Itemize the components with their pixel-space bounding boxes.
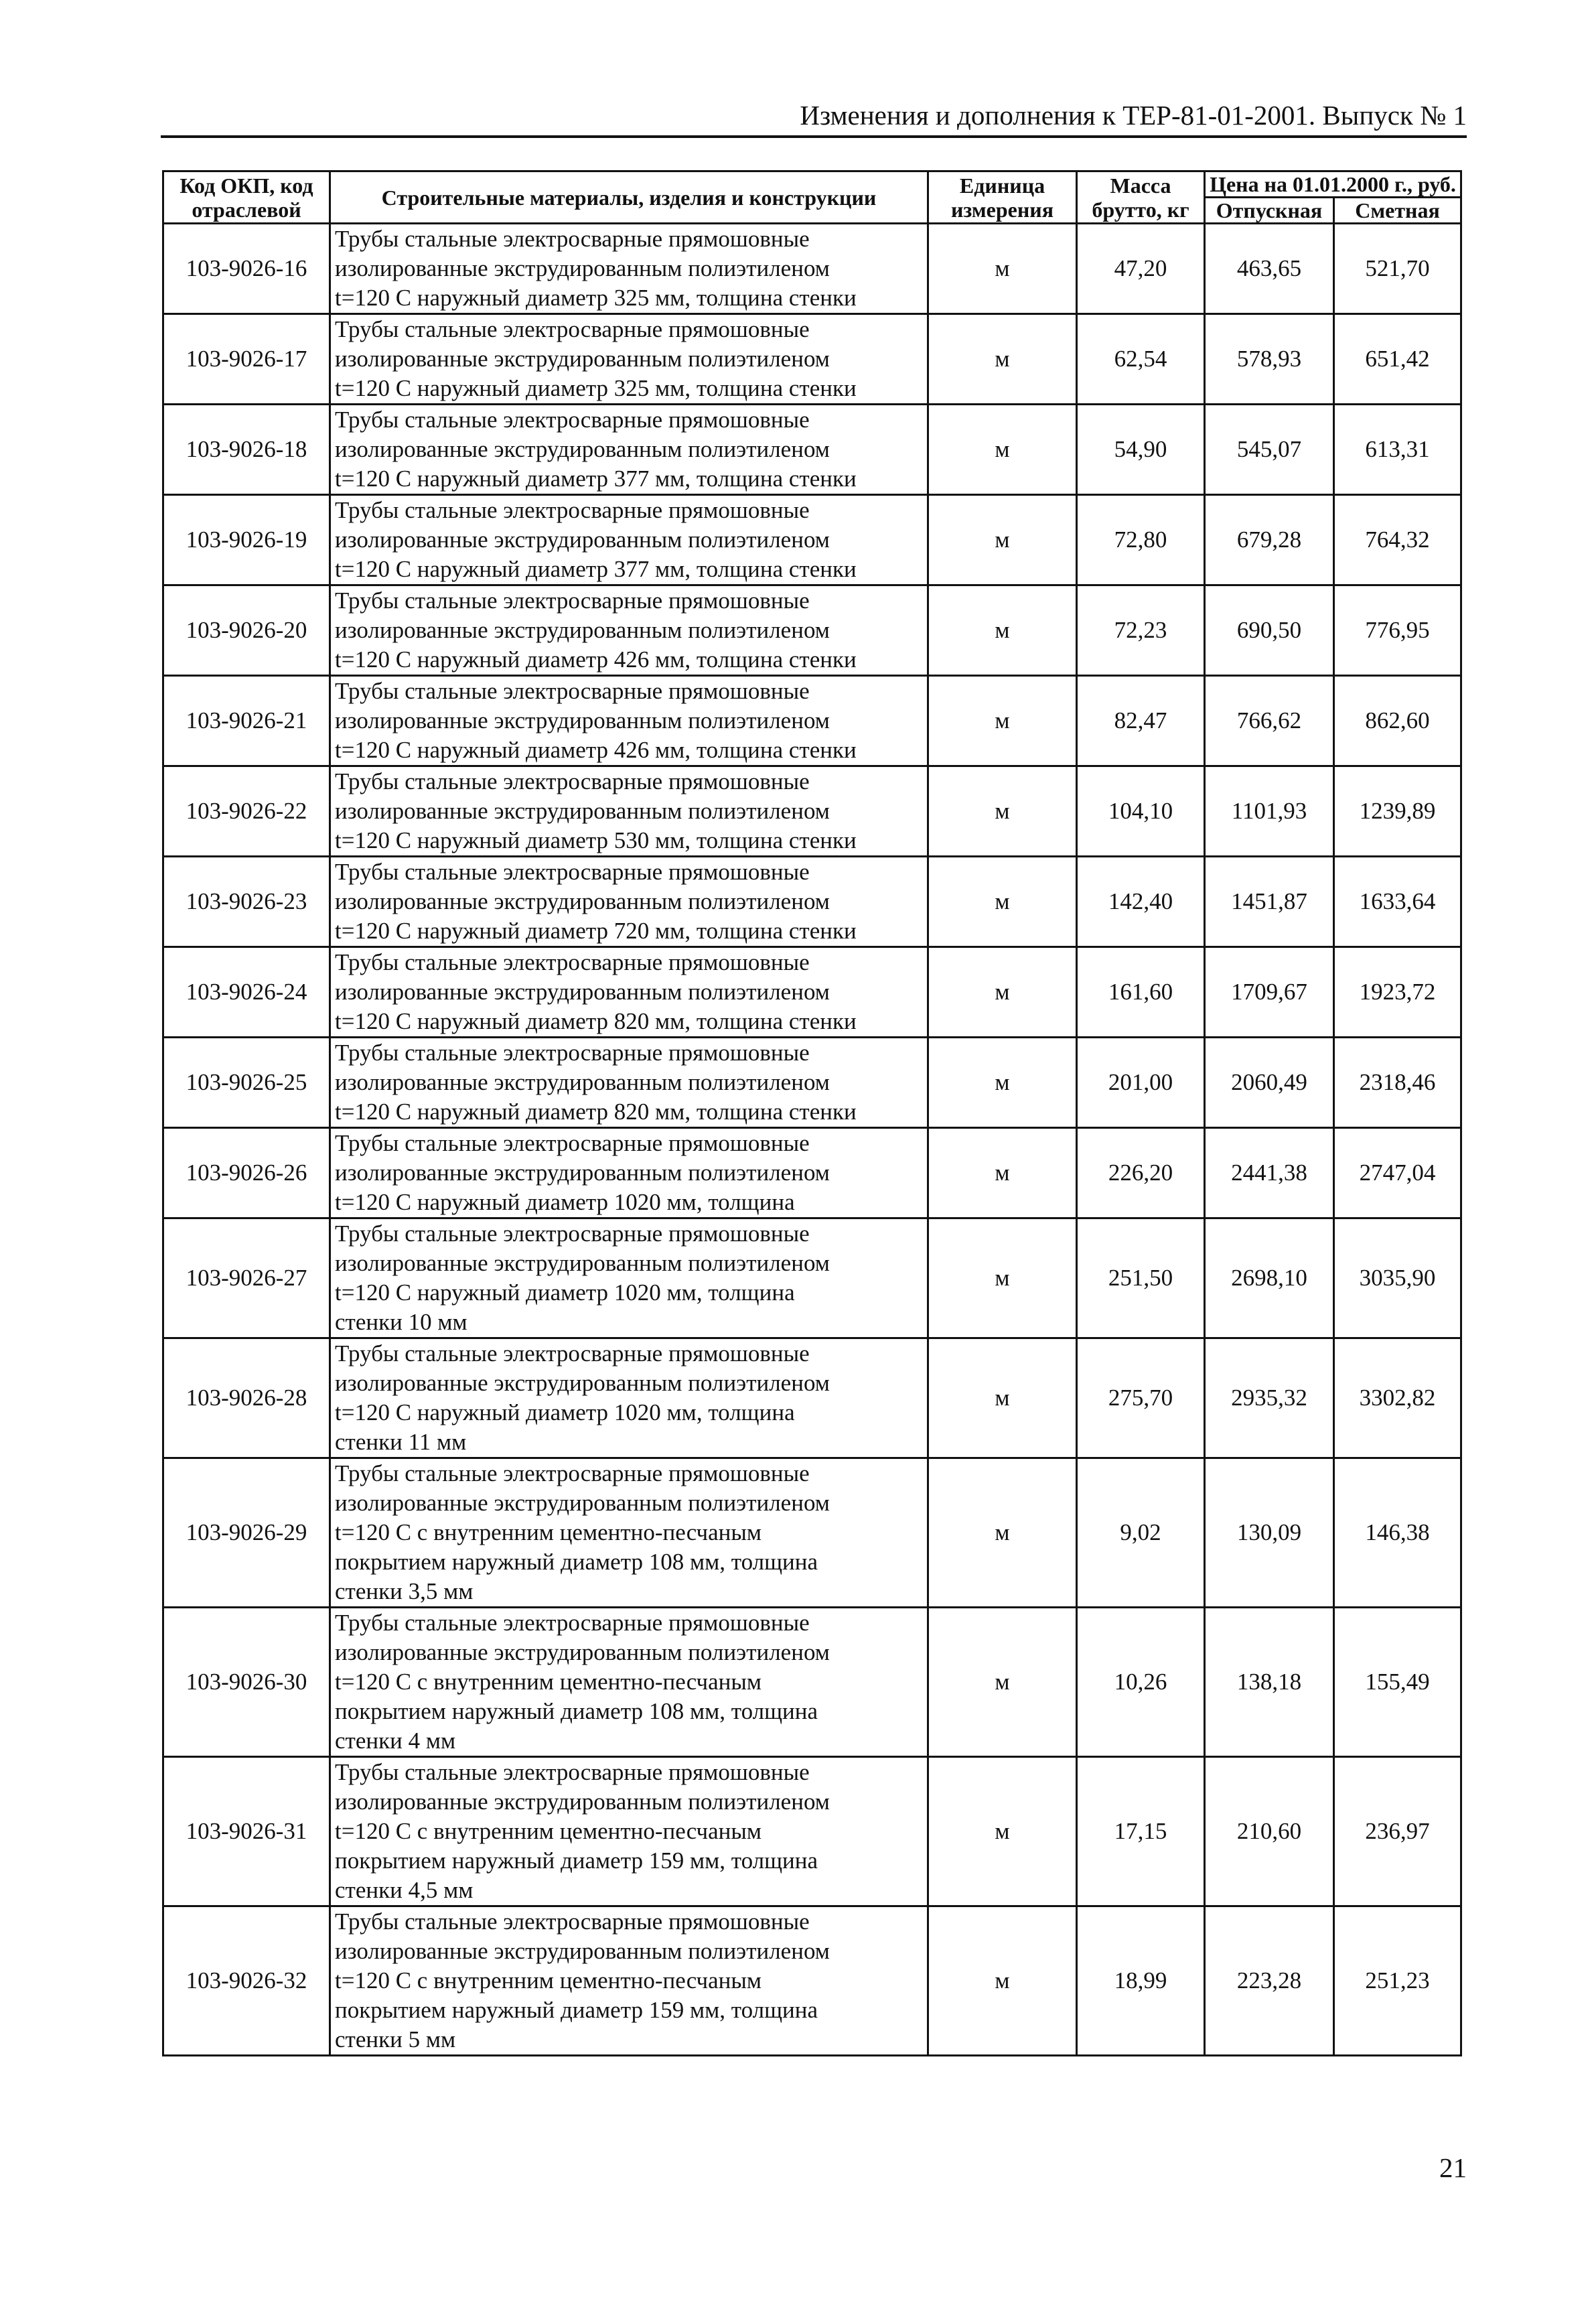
description-line: t=120 С наружный диаметр 377 мм, толщина стенки xyxy=(335,466,857,492)
table-row xyxy=(163,314,1461,405)
row-code: 103-9026-18 xyxy=(163,405,330,495)
description-line: изолированные экструдированным полиэтиленом xyxy=(335,707,830,733)
page-number: 21 xyxy=(1439,2152,1467,2183)
description-line: t=120 С наружный диаметр 1020 мм, толщина xyxy=(335,1279,795,1306)
header-code: Код ОКП, код отраслевой xyxy=(163,171,330,224)
description-line: t=120 С с внутренним цементно-песчаным xyxy=(335,1967,762,1994)
description-line: стенки 10 мм xyxy=(335,1309,467,1335)
description-line: изолированные экструдированным полиэтиленом xyxy=(335,1639,830,1665)
table-row xyxy=(163,857,1461,947)
description-line: стенки 4 мм xyxy=(335,1728,456,1754)
description-line: t=120 С наружный диаметр 530 мм, толщина стенки xyxy=(335,827,857,853)
running-header: Изменения и дополнения к ТЕР-81-01-2001. Выпуск № 1 xyxy=(800,100,1467,131)
row-description xyxy=(330,585,928,676)
row-price-release: 223,28 xyxy=(1205,1906,1334,2056)
row-code: 103-9026-17 xyxy=(163,314,330,405)
table-row xyxy=(163,1906,1461,2056)
row-unit: м xyxy=(928,405,1077,495)
description-line: Трубы стальные электросварные прямошовные xyxy=(335,226,810,252)
row-mass: 104,10 xyxy=(1077,766,1205,857)
description-line: t=120 С наружный диаметр 720 мм, толщина стенки xyxy=(335,918,857,944)
row-code: 103-9026-31 xyxy=(163,1757,330,1906)
description-line: t=120 С наружный диаметр 820 мм, толщина стенки xyxy=(335,1008,857,1034)
table-row xyxy=(163,1218,1461,1338)
row-price-estimate: 146,38 xyxy=(1334,1458,1461,1608)
row-price-estimate: 1239,89 xyxy=(1334,766,1461,857)
description-line: t=120 С наружный диаметр 426 мм, толщина стенки xyxy=(335,646,857,673)
row-unit: м xyxy=(928,1458,1077,1608)
table-row xyxy=(163,585,1461,676)
row-mass: 142,40 xyxy=(1077,857,1205,947)
description-line: Трубы стальные электросварные прямошовные xyxy=(335,1908,810,1935)
row-code: 103-9026-20 xyxy=(163,585,330,676)
row-unit: м xyxy=(928,1906,1077,2056)
description-line: t=120 С с внутренним цементно-песчаным xyxy=(335,1669,762,1695)
row-price-estimate: 2747,04 xyxy=(1334,1128,1461,1218)
description-line: изолированные экструдированным полиэтиленом xyxy=(335,1490,830,1516)
row-price-estimate: 155,49 xyxy=(1334,1608,1461,1757)
description-line: Трубы стальные электросварные прямошовные xyxy=(335,678,810,704)
row-code: 103-9026-22 xyxy=(163,766,330,857)
header-material: Строительные материалы, изделия и конструкции xyxy=(330,171,928,224)
row-mass: 62,54 xyxy=(1077,314,1205,405)
row-unit: м xyxy=(928,857,1077,947)
row-price-estimate: 862,60 xyxy=(1334,676,1461,766)
description-line: изолированные экструдированным полиэтиленом xyxy=(335,1069,830,1095)
table-row xyxy=(163,1338,1461,1458)
description-line: t=120 С наружный диаметр 426 мм, толщина стенки xyxy=(335,737,857,763)
row-description xyxy=(330,495,928,585)
row-price-release: 545,07 xyxy=(1205,405,1334,495)
row-price-release: 2441,38 xyxy=(1205,1128,1334,1218)
table-body xyxy=(163,224,1461,2056)
row-unit: м xyxy=(928,1338,1077,1458)
row-mass: 275,70 xyxy=(1077,1338,1205,1458)
row-price-release: 2698,10 xyxy=(1205,1218,1334,1338)
row-description xyxy=(330,405,928,495)
description-line: изолированные экструдированным полиэтиленом xyxy=(335,346,830,372)
description-line: Трубы стальные электросварные прямошовные xyxy=(335,949,810,975)
description-line: изолированные экструдированным полиэтиленом xyxy=(335,1250,830,1276)
row-unit: м xyxy=(928,585,1077,676)
row-unit: м xyxy=(928,1128,1077,1218)
row-description xyxy=(330,1906,928,2056)
description-line: Трубы стальные электросварные прямошовные xyxy=(335,316,810,342)
row-description xyxy=(330,1608,928,1757)
row-mass: 17,15 xyxy=(1077,1757,1205,1906)
description-line: t=120 С с внутренним цементно-песчаным xyxy=(335,1519,762,1545)
row-price-release: 210,60 xyxy=(1205,1757,1334,1906)
row-mass: 9,02 xyxy=(1077,1458,1205,1608)
description-line: изолированные экструдированным полиэтиленом xyxy=(335,527,830,553)
row-price-estimate: 651,42 xyxy=(1334,314,1461,405)
row-mass: 72,80 xyxy=(1077,495,1205,585)
row-mass: 82,47 xyxy=(1077,676,1205,766)
description-line: стенки 11 мм xyxy=(335,1429,467,1455)
row-unit: м xyxy=(928,1218,1077,1338)
header-unit: Единица измерения xyxy=(928,171,1077,224)
row-price-release: 1709,67 xyxy=(1205,947,1334,1038)
row-price-release: 130,09 xyxy=(1205,1458,1334,1608)
description-line: t=120 С наружный диаметр 820 мм, толщина стенки xyxy=(335,1099,857,1125)
table-row xyxy=(163,1458,1461,1608)
row-code: 103-9026-25 xyxy=(163,1038,330,1128)
table-row xyxy=(163,405,1461,495)
description-line: Трубы стальные электросварные прямошовные xyxy=(335,1220,810,1247)
header-rule xyxy=(161,135,1467,138)
description-line: изолированные экструдированным полиэтиленом xyxy=(335,1370,830,1396)
row-code: 103-9026-27 xyxy=(163,1218,330,1338)
row-unit: м xyxy=(928,947,1077,1038)
row-unit: м xyxy=(928,1038,1077,1128)
table-row xyxy=(163,224,1461,314)
row-price-release: 138,18 xyxy=(1205,1608,1334,1757)
row-mass: 161,60 xyxy=(1077,947,1205,1038)
table-row xyxy=(163,1128,1461,1218)
row-price-release: 1451,87 xyxy=(1205,857,1334,947)
description-line: покрытием наружный диаметр 108 мм, толщина xyxy=(335,1549,818,1575)
row-price-release: 1101,93 xyxy=(1205,766,1334,857)
header-price-release: Отпускная xyxy=(1205,198,1334,224)
row-unit: м xyxy=(928,676,1077,766)
row-price-estimate: 3035,90 xyxy=(1334,1218,1461,1338)
row-description xyxy=(330,1757,928,1906)
description-line: стенки 5 мм xyxy=(335,2026,456,2052)
description-line: стенки 4,5 мм xyxy=(335,1877,474,1903)
description-line: изолированные экструдированным полиэтиленом xyxy=(335,436,830,462)
description-line: изолированные экструдированным полиэтиленом xyxy=(335,979,830,1005)
description-line: t=120 С наружный диаметр 1020 мм, толщина xyxy=(335,1399,795,1425)
description-line: покрытием наружный диаметр 159 мм, толщина xyxy=(335,1847,818,1874)
row-mass: 251,50 xyxy=(1077,1218,1205,1338)
header-price-estimate: Сметная xyxy=(1334,198,1461,224)
row-price-release: 578,93 xyxy=(1205,314,1334,405)
row-code: 103-9026-23 xyxy=(163,857,330,947)
description-line: t=120 С наружный диаметр 1020 мм, толщина xyxy=(335,1189,795,1215)
row-code: 103-9026-32 xyxy=(163,1906,330,2056)
row-unit: м xyxy=(928,1757,1077,1906)
materials-price-table xyxy=(162,170,1462,2056)
row-code: 103-9026-21 xyxy=(163,676,330,766)
row-price-estimate: 2318,46 xyxy=(1334,1038,1461,1128)
description-line: изолированные экструдированным полиэтиленом xyxy=(335,1938,830,1964)
row-mass: 10,26 xyxy=(1077,1608,1205,1757)
row-price-estimate: 251,23 xyxy=(1334,1906,1461,2056)
description-line: изолированные экструдированным полиэтиленом xyxy=(335,1160,830,1186)
row-description xyxy=(330,766,928,857)
description-line: изолированные экструдированным полиэтиленом xyxy=(335,255,830,281)
row-mass: 54,90 xyxy=(1077,405,1205,495)
table-row xyxy=(163,947,1461,1038)
row-description xyxy=(330,676,928,766)
row-description xyxy=(330,1128,928,1218)
row-code: 103-9026-19 xyxy=(163,495,330,585)
description-line: Трубы стальные электросварные прямошовные xyxy=(335,407,810,433)
row-unit: м xyxy=(928,1608,1077,1757)
row-code: 103-9026-28 xyxy=(163,1338,330,1458)
table-row xyxy=(163,676,1461,766)
row-price-release: 463,65 xyxy=(1205,224,1334,314)
description-line: стенки 3,5 мм xyxy=(335,1578,474,1604)
row-price-release: 2060,49 xyxy=(1205,1038,1334,1128)
description-line: изолированные экструдированным полиэтиленом xyxy=(335,888,830,914)
description-line: t=120 С с внутренним цементно-песчаным xyxy=(335,1818,762,1844)
description-line: Трубы стальные электросварные прямошовные xyxy=(335,859,810,885)
row-code: 103-9026-30 xyxy=(163,1608,330,1757)
row-price-release: 679,28 xyxy=(1205,495,1334,585)
row-unit: м xyxy=(928,766,1077,857)
row-mass: 72,23 xyxy=(1077,585,1205,676)
description-line: t=120 С наружный диаметр 377 мм, толщина стенки xyxy=(335,556,857,582)
table-row xyxy=(163,1038,1461,1128)
description-line: Трубы стальные электросварные прямошовные xyxy=(335,768,810,794)
description-line: изолированные экструдированным полиэтиленом xyxy=(335,798,830,824)
description-line: изолированные экструдированным полиэтиленом xyxy=(335,1789,830,1815)
row-code: 103-9026-16 xyxy=(163,224,330,314)
header-mass: Масса брутто, кг xyxy=(1077,171,1205,224)
row-code: 103-9026-29 xyxy=(163,1458,330,1608)
row-price-estimate: 613,31 xyxy=(1334,405,1461,495)
row-description xyxy=(330,314,928,405)
table-header-row xyxy=(163,171,1461,198)
row-price-estimate: 1633,64 xyxy=(1334,857,1461,947)
row-description xyxy=(330,1338,928,1458)
row-description xyxy=(330,1458,928,1608)
row-unit: м xyxy=(928,314,1077,405)
description-line: изолированные экструдированным полиэтиленом xyxy=(335,617,830,643)
table-row xyxy=(163,1608,1461,1757)
row-price-release: 690,50 xyxy=(1205,585,1334,676)
row-mass: 226,20 xyxy=(1077,1128,1205,1218)
row-mass: 47,20 xyxy=(1077,224,1205,314)
row-code: 103-9026-24 xyxy=(163,947,330,1038)
description-line: Трубы стальные электросварные прямошовные xyxy=(335,1340,810,1367)
row-price-release: 766,62 xyxy=(1205,676,1334,766)
row-price-estimate: 1923,72 xyxy=(1334,947,1461,1038)
row-price-estimate: 236,97 xyxy=(1334,1757,1461,1906)
row-price-estimate: 521,70 xyxy=(1334,224,1461,314)
description-line: Трубы стальные электросварные прямошовные xyxy=(335,1610,810,1636)
row-price-release: 2935,32 xyxy=(1205,1338,1334,1458)
row-code: 103-9026-26 xyxy=(163,1128,330,1218)
table-row xyxy=(163,1757,1461,1906)
row-mass: 201,00 xyxy=(1077,1038,1205,1128)
row-price-estimate: 764,32 xyxy=(1334,495,1461,585)
row-unit: м xyxy=(928,224,1077,314)
description-line: покрытием наружный диаметр 108 мм, толщина xyxy=(335,1698,818,1724)
table-row xyxy=(163,766,1461,857)
description-line: t=120 С наружный диаметр 325 мм, толщина стенки xyxy=(335,285,857,311)
description-line: Трубы стальные электросварные прямошовные xyxy=(335,1759,810,1785)
description-line: Трубы стальные электросварные прямошовные xyxy=(335,497,810,523)
row-unit: м xyxy=(928,495,1077,585)
description-line: Трубы стальные электросварные прямошовные xyxy=(335,1040,810,1066)
row-description xyxy=(330,224,928,314)
row-mass: 18,99 xyxy=(1077,1906,1205,2056)
description-line: Трубы стальные электросварные прямошовные xyxy=(335,1460,810,1486)
row-price-estimate: 776,95 xyxy=(1334,585,1461,676)
description-line: t=120 С наружный диаметр 325 мм, толщина стенки xyxy=(335,375,857,401)
row-price-estimate: 3302,82 xyxy=(1334,1338,1461,1458)
row-description xyxy=(330,947,928,1038)
row-description xyxy=(330,857,928,947)
description-line: покрытием наружный диаметр 159 мм, толщина xyxy=(335,1997,818,2023)
row-description xyxy=(330,1218,928,1338)
description-line: Трубы стальные электросварные прямошовные xyxy=(335,1130,810,1156)
description-line: Трубы стальные электросварные прямошовные xyxy=(335,587,810,614)
row-description xyxy=(330,1038,928,1128)
header-price-group: Цена на 01.01.2000 г., руб. xyxy=(1205,171,1461,198)
table-row xyxy=(163,495,1461,585)
